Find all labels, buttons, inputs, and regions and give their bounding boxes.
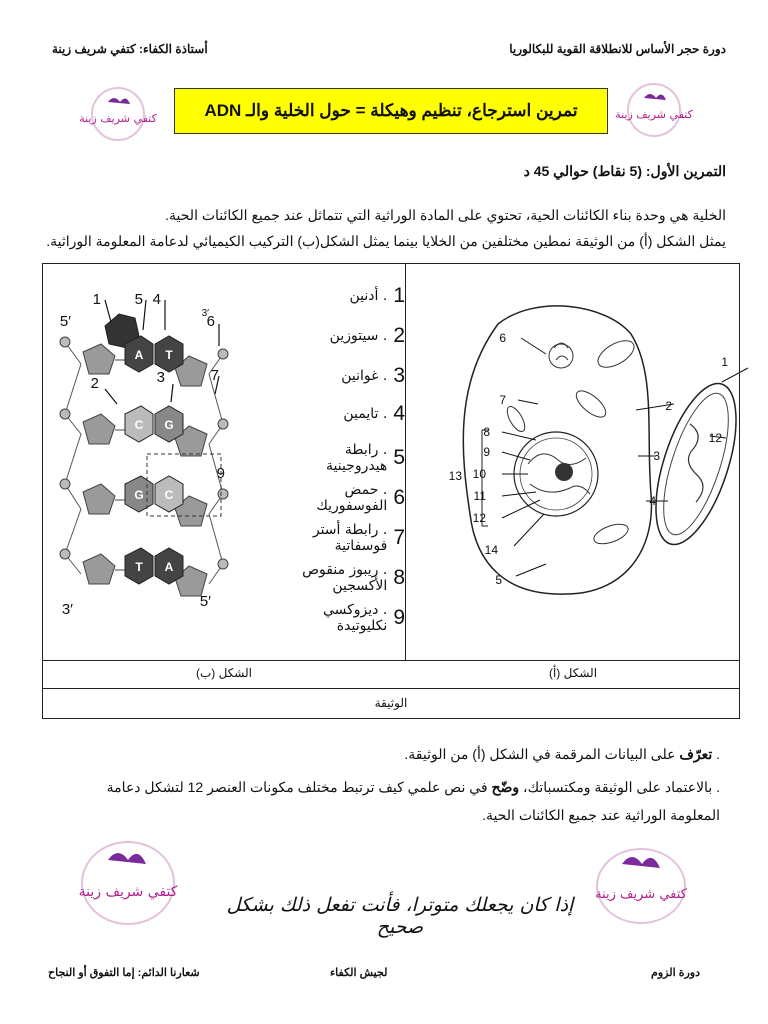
legend-item: 6 . حمض الفوسفوريك <box>316 482 405 514</box>
label-5prime-top: 5′ <box>59 313 71 330</box>
document-table <box>42 263 740 719</box>
caption-document: الوثيقة <box>374 696 408 710</box>
question-2: . بالاعتماد على الوثيقة ومكتسباتك، وضّح في نص علمي كيف ترتبط مختلف مكونات العنصر 12 لتشكل دعامة <box>106 779 720 795</box>
legend-item: 4 . تايمين <box>343 402 405 425</box>
cell-label-4: 4 <box>649 494 656 508</box>
cell-label-12-right: 12 <box>708 431 722 445</box>
label-2: 2 <box>90 375 99 392</box>
label-1: 1 <box>92 291 101 308</box>
logo-left-bottom <box>78 838 178 933</box>
question-1: . تعرّف على البيانات المرقمة في الشكل (أ) من الوثيقة. <box>404 746 720 762</box>
label-7: 7 <box>210 367 219 384</box>
legend-item: 7 . رابطة أستر فوسفاتية <box>312 522 405 554</box>
cell-label-6: 6 <box>499 331 506 345</box>
teacher-header: أستاذة الكفاء: كتفي شريف زينة <box>52 42 208 56</box>
figure-a-cells <box>406 264 740 660</box>
label-9: 9 <box>216 465 225 482</box>
label-6: 6 <box>206 313 215 330</box>
svg-text:كتفي شريف زينة: كتفي شريف زينة <box>78 884 178 900</box>
base-label-t1: T <box>165 348 173 362</box>
legend-item: 5 . رابطة هيدروجينية <box>326 442 405 474</box>
cell-label-1: 1 <box>721 355 728 369</box>
footer-right: دورة الزوم <box>651 967 700 979</box>
legend-item: 1 . أدنين <box>349 284 405 307</box>
label-3prime-top: 3′ <box>201 308 209 319</box>
label-5prime-bottom: 5′ <box>199 593 211 610</box>
motto: إذا كان يجعلك متوترا، فأنت تفعل ذلك بشكل صحيح <box>226 894 574 938</box>
label-5: 5 <box>134 291 143 308</box>
base-label-a2: A <box>164 560 174 574</box>
base-label-g1: G <box>164 418 174 432</box>
title-box <box>174 88 608 134</box>
cell-label-14: 14 <box>484 543 498 557</box>
cell-label-5: 5 <box>495 573 502 587</box>
cell-label-11: 11 <box>473 489 486 503</box>
legend-item: 3 . غوانين <box>341 364 405 387</box>
course-header: دورة حجر الأساس للانطلاقة القوية للبكالوريا <box>509 42 726 56</box>
base-label-c2: C <box>164 488 174 502</box>
base-label-g2: G <box>134 488 144 502</box>
page-title: تمرين استرجاع، تنظيم وهيكلة = حول الخلية والـ ADN <box>204 101 578 120</box>
svg-text:كتفي شريف زينة: كتفي شريف زينة <box>79 112 157 125</box>
cell-label-10: 10 <box>472 467 486 481</box>
paragraph-2: يمثل الشكل (أ) من الوثيقة نمطين مختلفين من الخلايا بينما يمثل الشكل(ب) التركيب الكيميائي لدعامة المعلومة الوراثية. <box>46 233 726 249</box>
bullet-dot: . <box>712 746 720 762</box>
legend-item: 2 . سيتوزين <box>329 324 405 347</box>
base-label-a1: A <box>134 348 144 362</box>
logo-right-top <box>615 82 693 143</box>
exercise-heading: التمرين الأول: (5 نقاط) حوالي 45 د <box>523 163 726 179</box>
cell-label-7: 7 <box>499 393 506 407</box>
footer-left: شعارنا الدائم: إما التفوق أو النجاح <box>48 967 200 979</box>
question-2-cont: المعلومة الوراثية عند جميع الكائنات الحية. <box>482 807 720 823</box>
svg-text:كتفي شريف زينة: كتفي شريف زينة <box>595 887 687 902</box>
legend-item: 8 . ريبوز منقوص الأكسجين <box>302 562 405 594</box>
cell-label-13: 13 <box>448 469 462 483</box>
paragraph-1: الخلية هي وحدة بناء الكائنات الحية، تحتوي على المادة الوراثية التي تتماثل عند جميع الكائنات الحية. <box>165 207 726 223</box>
label-3prime-bottom: 3′ <box>61 601 73 618</box>
cell-label-3: 3 <box>653 449 660 463</box>
cell-label-8: 8 <box>483 425 490 439</box>
logo-left-top <box>79 86 157 147</box>
dna-legend <box>283 284 405 634</box>
footer-center: لجيش الكفاء <box>330 967 388 979</box>
legend-item: 9 . ديزوكسي نكليوتيدة <box>322 602 405 634</box>
cell-label-2: 2 <box>665 399 672 413</box>
base-label-c1: C <box>134 418 144 432</box>
label-3: 3 <box>156 369 165 386</box>
cell-label-12-left: 12 <box>472 511 486 525</box>
label-4: 4 <box>152 291 161 308</box>
svg-text:كتفي شريف زينة: كتفي شريف زينة <box>615 108 693 121</box>
base-label-t2: T <box>135 560 143 574</box>
bullet-dot: . <box>712 779 720 795</box>
caption-figure-b: الشكل (ب) <box>195 666 253 680</box>
logo-right-bottom <box>594 846 688 931</box>
caption-figure-a: الشكل (أ) <box>548 666 598 680</box>
cell-label-9: 9 <box>483 445 490 459</box>
